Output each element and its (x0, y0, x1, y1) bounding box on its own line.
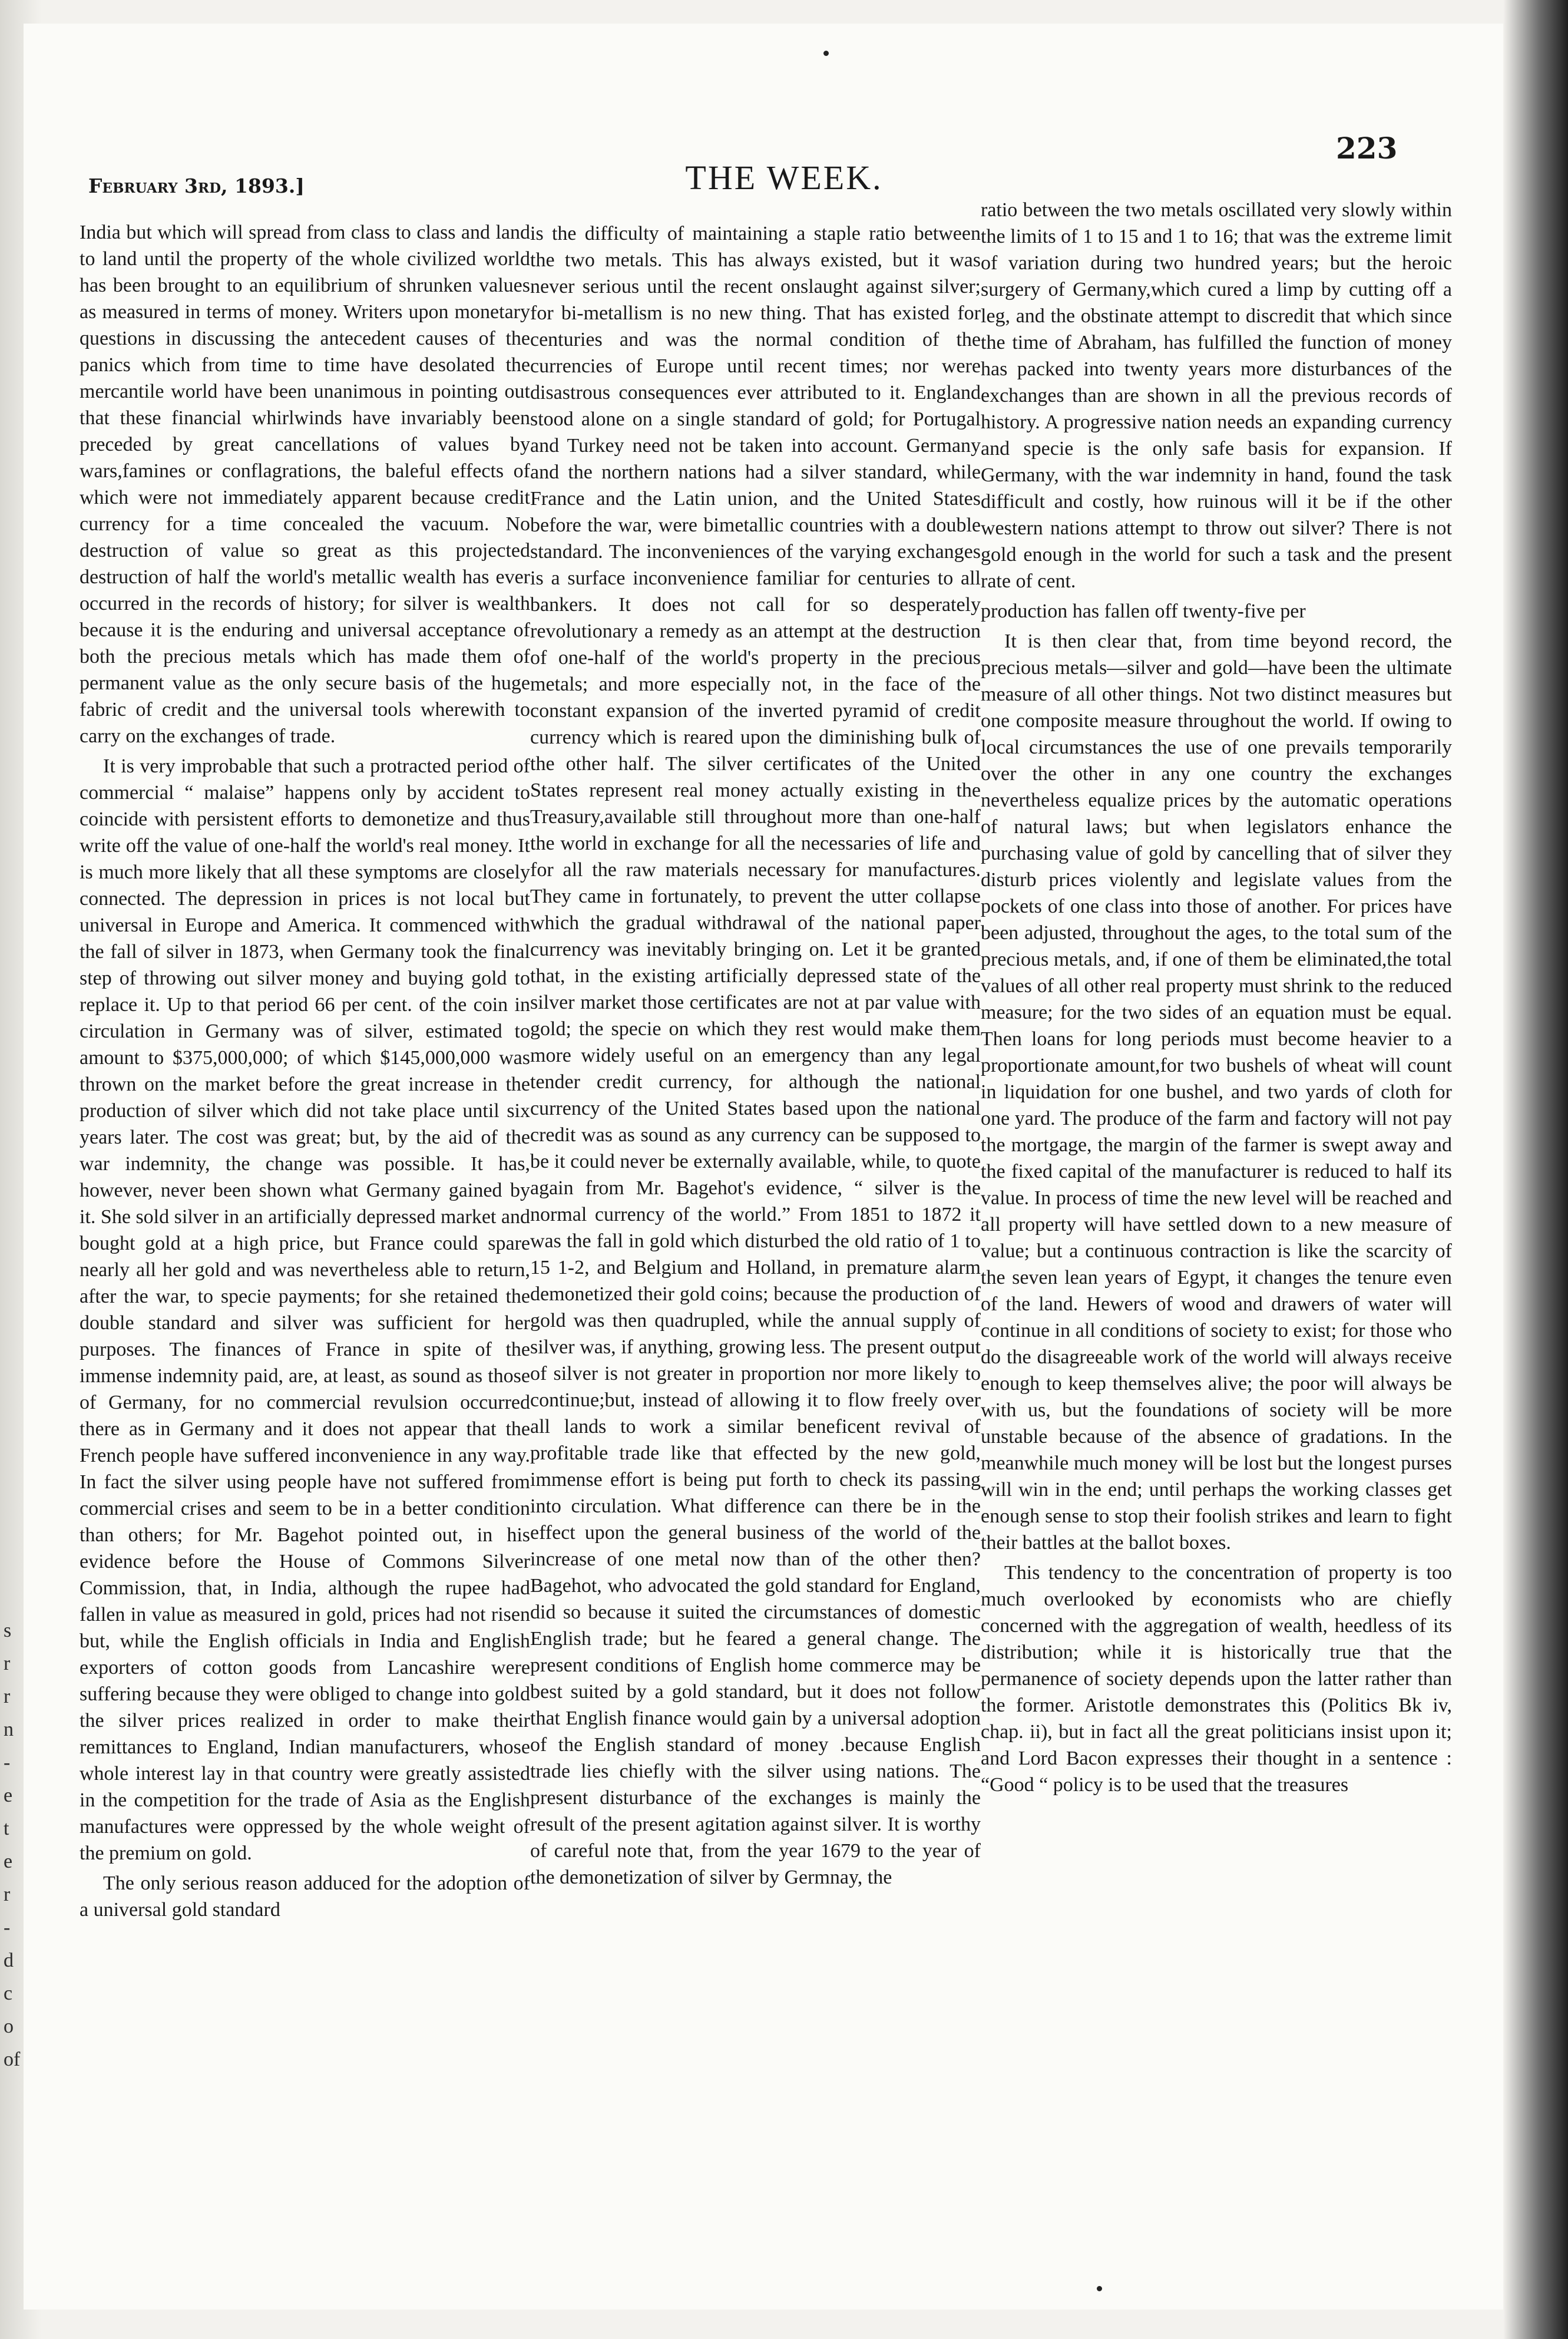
column-2-paragraph: is the difficulty of maintaining a staple ratio between the two metals. This has always existed, but it was never serious until the recent onslaught against silver; for bi-metallism is no new thing. That has existed for centuries and was the normal condition of the currencies of Europe until recent times; nor were disastrous consequences ever attributed to it. England stood alone on a single standard of gold; for Portugal and Turkey need not be taken into account. Germany and the northern nations had a silver standard, while France and the Latin union, and the United States before the war, were bimetallic countries with a double standard. The inconveniences of the varying exchanges is a surface inconvenience familiar for centuries to all bankers. It does not call for so desperately revolutionary a remedy as an attempt at the destruction of one-half of the world's property in the precious metals; and more especially not, in the face of the constant expansion of the inverted pyramid of credit currency which is reared upon the diminishing bulk of the other half. The silver certificates of the United States represent real money actually existing in the Treasury,available still throughout more than one-half the world in exchange for all the necessaries of life and for all the raw materials necessary for manufactures. They came in fortunately, to prevent the utter collapse which the gradual withdrawal of the national paper currency was inevitably bringing on. Let it be granted that, in the existing artificially depressed state of the silver market those certificates are not at par value with gold; the specie on which they rest would make them more widely useful on an emergency than any legal tender credit currency, for although the national currency of the United States based upon the national credit was as sound as any currency can be supposed to be it could never be externally available, while, to quote again from Mr. Bagehot's evidence, “ silver is the normal currency of the world.” From 1851 to 1872 it was the fall in gold which disturbed the old ratio of 1 to 15 1-2, and Belgium and Holland, in premature alarm demonetized their gold coins; because the production of gold was then quadrupled, while the annual supply of silver was, if anything, growing less. The present output of silver is not greater in proportion nor more likely to continue;but, instead of allowing it to flow freely over all lands to work a similar beneficent revival of profitable trade like that effected by the new gold, immense effort is being put forth to check its passing into circulation. What difference can there be in the effect upon the general business of the world of the increase of one metal now than of the other then? Bagehot, who advocated the gold standard for England, did so because it suited the circumstances of domestic English trade; but he feared a general change. The present conditions of English home commerce may be best suited by a gold standard, but it does not follow that English finance would gain by a universal adoption of the English standard of money .because English trade lies chiefly with the silver using nations. The present disturbance of the exchanges is mainly the result of the present agitation against silver. It is worthy of careful note that, from the year 1679 to the year of the demonetization of silver by Germnay, the (530, 223, 981, 1888)
page-edge-shadow (1503, 0, 1568, 2339)
column-3 (981, 197, 1452, 2224)
column-3-paragraph: It is then clear that, from time beyond record, the precious metals—silver and gold—have been the ultimate measure of all other things. Not two distinct measures but one composite measure throughout the world. If owing to local circumstances the use of one prevails temporarily over the other in any one country the exchanges nevertheless equalize prices by the automatic operations of natural laws; but when legislators enhance the purchasing value of gold by cancelling that of silver they disturb prices violently and legislate values from the pockets of one class into those of another. For prices have been adjusted, throughout the ages, to the total sum of the precious metals, and, if one of them be eliminated,the total values of all other real property must shrink to the reduced measure; for the two sides of an equation must be equal. Then loans for long periods must become heavier to a proportionate amount,for two bushels of wheat will count in liquidation for one bushel, and two yards of cloth for one yard. The produce of the farm and factory will not pay the mortgage, the margin of the farmer is swept away and the fixed capital of the manufacturer is reduced to half its value. In process of time the new level will be reached and all property will have settled down to a new measure of value; but a continuous contraction is like the scarcity of the seven lean years of Egypt, it changes the tenure even of the land. Hewers of wood and drawers of water will continue in all conditions of society to exist; for those who do the disagreeable work of the world will always receive enough to keep themselves alive; the poor will always be with us, but the foundations of society will be more unstable because of the absence of gradations. In the meanwhile much money will be lost but the longest purses will win in the end; until perhaps the working classes get enough sense to stop their foolish strikes and learn to fight their battles at the ballot boxes. (981, 630, 1452, 1554)
print-mark-bottom (1097, 2286, 1102, 2291)
column-1 (80, 219, 530, 2246)
column-3-paragraph: This tendency to the concentration of property is too much overlooked by economists who are chiefly concerned with the aggregation of wealth, heedless of its distribution; while it is historically true that the permanence of society depends upon the latter rather than the former. Aristotle demonstrates this (Politics Bk iv, chap. ii), but in fact all the great politicians insist upon it; and Lord Bacon expresses their thought in a sentence : “Good “ policy is to be used that the treasures (981, 1562, 1452, 1796)
issue-date: February 3rd, 1893.] (88, 174, 305, 197)
page-number: 223 (1336, 131, 1398, 166)
column-3-paragraph: production has fallen off twenty-five per (981, 600, 1306, 622)
publication-title: THE WEEK. (685, 158, 883, 197)
column-1-paragraph: India but which will spread from class to class and land to land until the property of the whole civilized world has been brought to an equilibrium of shrunken values as measured in terms of money. Writers upon monetary questions in discussing the antecedent causes of the panics which from time to time have desolated the mercantile world have been unanimous in pointing out that these financial whirlwinds have invariably been preceded by great cancellations of values by wars,famines or conflagrations, the baleful effects of which were not immediately apparent because credit currency for a time concealed the vacuum. No destruction of value so great as this projected destruction of half the world's metallic wealth has ever occurred in the records of history; for silver is wealth because it is the enduring and universal acceptance of both the precious metals which has made them of permanent value as the only secure basis of the huge fabric of credit and the universal tools wherewith to carry on the exchanges of trade. (80, 222, 530, 747)
column-2 (530, 220, 981, 2247)
column-1-paragraph: It is very improbable that such a protracted period of commercial “ malaise” happens only by accident to coincide with persistent efforts to demonetize and thus write off the value of one-half the world's real money. It is much more likely that all these symptoms are closely connected. The depression in prices is not local but universal in Europe and America. It commenced with the fall of silver in 1873, when Germany took the final step of throwing out silver money and buying gold to replace it. Up to that period 66 per cent. of the coin in circulation in Germany was of silver, estimated to amount to $375,000,000; of which $145,000,000 was thrown on the market before the great increase in the production of silver which did not take place until six years later. The cost was great; but, by the aid of the war indemnity, the change was possible. It has, however, never been shown what Germany gained by it. She sold silver in an artificially depressed market and bought gold at a high price, but France could spare nearly all her gold and was nevertheless able to return, after the war, to specie payments; for she retained the double standard and silver was sufficient for her purposes. The finances of France in spite of the immense indemnity paid, are, at least, as sound as those of Germany, for no commercial revulsion occurred there as in Germany and it does not appear that the French people have suffered inconvenience in any way. In fact the silver using people have not suffered from commercial crises and seem to be in a better condition than others; for Mr. Bagehot pointed out, in his evidence before the House of Commons Silver Commission, that, in India, although the rupee had fallen in value as measured in gold, prices had not risen but, while the English officials in India and English exporters of cotton goods from Lancashire were suffering because they were obliged to change into gold the silver prices realized in order to make their remittances to England, Indian manufacturers, whose whole interest lay in that country were greatly assisted in the competition for the trade of Asia as the English manufactures were oppressed by the whole weight of the premium on gold. (80, 755, 530, 1864)
adjacent-page-fragment: s r r n - e t e r - d c o of (4, 1620, 21, 2070)
column-3-paragraph: ratio between the two metals oscillated very slowly within the limits of 1 to 15 and 1 to 16; that was the extreme limit of variation during two hundred years; but the heroic surgery of Germany,which cured a limp by cutting off a leg, and the obstinate attempt to discredit that which since the time of Abraham, has fulfilled the function of money has packed into twenty years more disturbances of the exchanges than are shown in all the previous records of history. A progressive nation needs an expanding currency and specie is the only safe basis for expansion. If Germany, with the war indemnity in hand, found the task difficult and costly, how ruinous will it be if the other western nations attempt to throw out silver? There is not gold enough in the world for such a task and the present rate of cent. (981, 199, 1452, 592)
print-mark-top (823, 51, 829, 56)
column-1-paragraph: The only serious reason adduced for the adoption of a universal gold standard (80, 1872, 530, 1921)
